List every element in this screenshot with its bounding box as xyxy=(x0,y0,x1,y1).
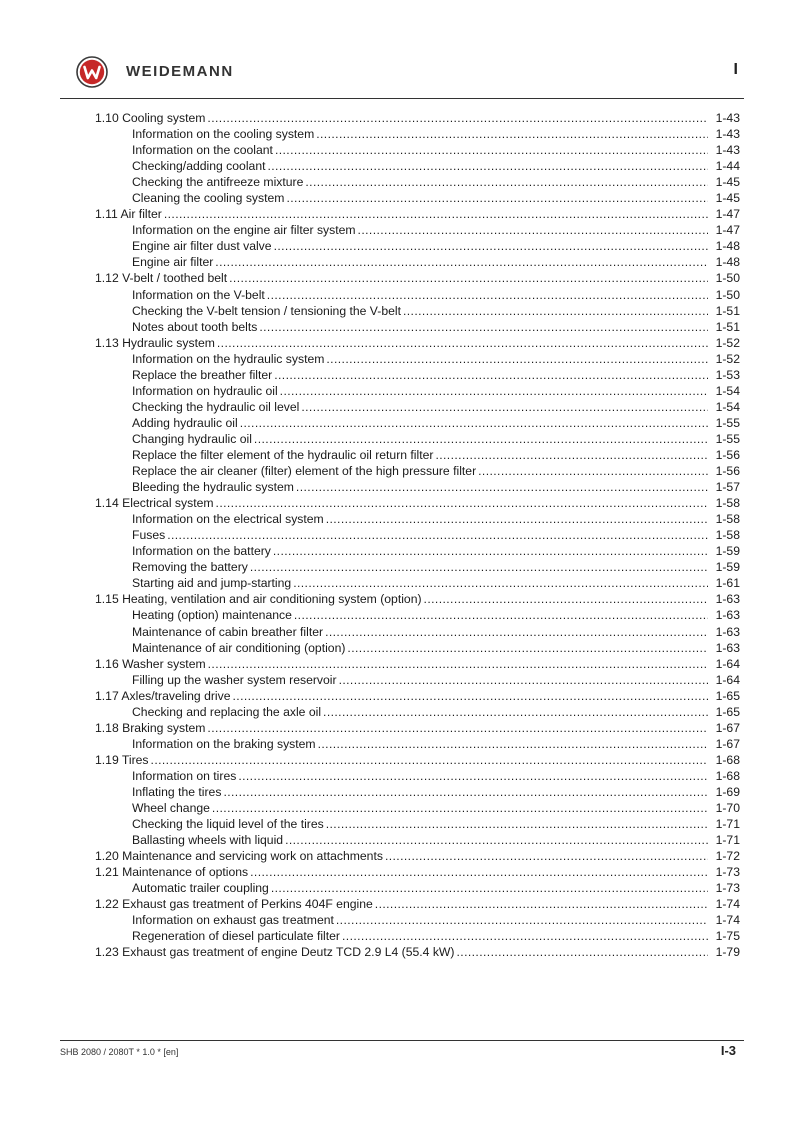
toc-entry-page: 1-50 xyxy=(715,271,740,286)
document-id: SHB 2080 / 2080T * 1.0 * [en] xyxy=(60,1047,179,1057)
toc-entry-title: Replace the air cleaner (filter) element of the high pressure filter xyxy=(132,464,477,479)
toc-entry-page: 1-64 xyxy=(715,656,740,671)
toc-entry-page: 1-63 xyxy=(715,624,740,639)
toc-entry-title: 1.21 Maintenance of options xyxy=(95,865,249,880)
toc-dot-leader xyxy=(216,495,708,511)
table-of-contents xyxy=(95,110,740,960)
toc-subsection-entry[interactable] xyxy=(95,351,740,367)
toc-entry-title: Information on the V-belt xyxy=(132,287,265,302)
toc-dot-leader xyxy=(207,720,708,736)
chapter-number: I xyxy=(733,61,738,78)
toc-subsection-entry[interactable] xyxy=(95,222,740,238)
toc-subsection-entry[interactable] xyxy=(95,704,740,720)
toc-subsection-entry[interactable] xyxy=(95,142,740,158)
toc-entry-title: Information on the coolant xyxy=(132,143,273,158)
toc-dot-leader xyxy=(167,527,708,543)
toc-subsection-entry[interactable] xyxy=(95,303,740,319)
toc-entry-page: 1-63 xyxy=(715,608,740,623)
toc-subsection-entry[interactable] xyxy=(95,190,740,206)
toc-entry-title: Checking the liquid level of the tires xyxy=(132,817,324,832)
toc-entry-page: 1-72 xyxy=(715,849,740,864)
toc-section-entry[interactable] xyxy=(95,656,740,672)
toc-subsection-entry[interactable] xyxy=(95,174,740,190)
toc-section-entry[interactable] xyxy=(95,896,740,912)
toc-dot-leader xyxy=(254,431,708,447)
toc-section-entry[interactable] xyxy=(95,688,740,704)
toc-entry-title: Inflating the tires xyxy=(132,784,222,799)
toc-section-entry[interactable] xyxy=(95,270,740,286)
toc-entry-page: 1-71 xyxy=(715,833,740,848)
toc-dot-leader xyxy=(275,142,708,158)
toc-dot-leader xyxy=(267,158,708,174)
toc-subsection-entry[interactable] xyxy=(95,880,740,896)
toc-dot-leader xyxy=(301,399,708,415)
toc-subsection-entry[interactable] xyxy=(95,254,740,270)
toc-entry-title: Fuses xyxy=(132,528,166,543)
toc-entry-page: 1-43 xyxy=(715,111,740,125)
toc-entry-title: 1.23 Exhaust gas treatment of engine Deutz TCD 2.9 L4 (55.4 kW) xyxy=(95,945,455,960)
toc-subsection-entry[interactable] xyxy=(95,816,740,832)
toc-dot-leader xyxy=(326,816,708,832)
toc-subsection-entry[interactable] xyxy=(95,768,740,784)
toc-entry-page: 1-59 xyxy=(715,544,740,559)
toc-dot-leader xyxy=(424,591,708,607)
toc-dot-leader xyxy=(217,335,708,351)
toc-dot-leader xyxy=(323,704,708,720)
toc-entry-title: 1.17 Axles/traveling drive xyxy=(95,688,231,703)
toc-entry-page: 1-52 xyxy=(715,351,740,366)
toc-dot-leader xyxy=(274,238,708,254)
toc-dot-leader xyxy=(285,832,708,848)
toc-entry-title: Engine air filter dust valve xyxy=(132,239,272,254)
toc-dot-leader xyxy=(435,447,708,463)
toc-entry-title: Information on the braking system xyxy=(132,736,316,751)
toc-entry-page: 1-73 xyxy=(715,865,740,880)
toc-entry-page: 1-79 xyxy=(715,945,740,960)
toc-entry-title: Information on the battery xyxy=(132,544,271,559)
toc-entry-page: 1-73 xyxy=(715,881,740,896)
toc-entry-page: 1-65 xyxy=(715,688,740,703)
toc-dot-leader xyxy=(325,624,708,640)
toc-dot-leader xyxy=(336,912,708,928)
toc-entry-title: Engine air filter xyxy=(132,255,214,270)
toc-subsection-entry[interactable] xyxy=(95,640,740,656)
toc-entry-title: Information on tires xyxy=(132,768,237,783)
toc-dot-leader xyxy=(358,222,708,238)
toc-entry-title: 1.16 Washer system xyxy=(95,656,206,671)
toc-entry-page: 1-71 xyxy=(715,817,740,832)
toc-section-entry[interactable] xyxy=(95,591,740,607)
toc-entry-page: 1-68 xyxy=(715,752,740,767)
toc-entry-page: 1-53 xyxy=(715,367,740,382)
toc-entry-page: 1-56 xyxy=(715,464,740,479)
toc-entry-title: 1.13 Hydraulic system xyxy=(95,335,215,350)
toc-section-entry[interactable] xyxy=(95,944,740,960)
toc-entry-title: Information on hydraulic oil xyxy=(132,383,278,398)
toc-dot-leader xyxy=(208,656,708,672)
toc-dot-leader xyxy=(229,270,708,286)
toc-subsection-entry[interactable] xyxy=(95,736,740,752)
toc-entry-page: 1-61 xyxy=(715,576,740,591)
toc-dot-leader xyxy=(207,110,708,126)
toc-entry-title: Information on the engine air filter system xyxy=(132,223,356,238)
toc-entry-title: Information on the hydraulic system xyxy=(132,351,325,366)
page-header xyxy=(60,54,744,94)
toc-entry-title: Information on the electrical system xyxy=(132,512,324,527)
toc-section-entry[interactable] xyxy=(95,335,740,351)
toc-entry-page: 1-48 xyxy=(715,239,740,254)
toc-dot-leader xyxy=(342,928,708,944)
toc-entry-title: 1.20 Maintenance and servicing work on attachments xyxy=(95,849,383,864)
toc-entry-page: 1-50 xyxy=(715,287,740,302)
toc-entry-page: 1-52 xyxy=(715,335,740,350)
toc-subsection-entry[interactable] xyxy=(95,912,740,928)
toc-entry-title: Starting aid and jump-starting xyxy=(132,576,292,591)
toc-dot-leader xyxy=(280,383,708,399)
toc-entry-page: 1-48 xyxy=(715,255,740,270)
toc-subsection-entry[interactable] xyxy=(95,383,740,399)
toc-subsection-entry[interactable] xyxy=(95,447,740,463)
toc-entry-title: Automatic trailer coupling xyxy=(132,881,269,896)
toc-entry-page: 1-65 xyxy=(715,704,740,719)
toc-entry-title: Removing the battery xyxy=(132,560,248,575)
toc-subsection-entry[interactable] xyxy=(95,575,740,591)
toc-entry-title: Information on the cooling system xyxy=(132,127,315,142)
toc-subsection-entry[interactable] xyxy=(95,126,740,142)
toc-entry-title: Information on exhaust gas treatment xyxy=(132,913,334,928)
toc-entry-page: 1-45 xyxy=(715,175,740,190)
toc-subsection-entry[interactable] xyxy=(95,784,740,800)
toc-dot-leader xyxy=(293,575,708,591)
toc-entry-title: 1.11 Air filter xyxy=(95,207,162,222)
brand-name: WEIDEMANN xyxy=(126,63,234,80)
toc-entry-page: 1-43 xyxy=(715,127,740,142)
toc-entry-page: 1-68 xyxy=(715,768,740,783)
toc-subsection-entry[interactable] xyxy=(95,463,740,479)
toc-dot-leader xyxy=(305,174,708,190)
toc-entry-page: 1-63 xyxy=(715,592,740,607)
weidemann-w-logo-icon xyxy=(76,56,108,88)
toc-entry-title: Wheel change xyxy=(132,801,210,816)
toc-entry-page: 1-74 xyxy=(715,897,740,912)
header-rule xyxy=(60,98,744,99)
toc-dot-leader xyxy=(286,190,708,206)
toc-dot-leader xyxy=(273,543,708,559)
toc-dot-leader xyxy=(164,206,708,222)
toc-entry-title: 1.22 Exhaust gas treatment of Perkins 404F engine xyxy=(95,897,373,912)
toc-entry-title: Replace the filter element of the hydraulic oil return filter xyxy=(132,447,434,462)
toc-subsection-entry[interactable] xyxy=(95,479,740,495)
toc-dot-leader xyxy=(294,607,708,623)
toc-entry-title: Filling up the washer system reservoir xyxy=(132,672,337,687)
toc-section-entry[interactable] xyxy=(95,110,740,126)
toc-dot-leader xyxy=(212,800,708,816)
toc-section-entry[interactable] xyxy=(95,864,740,880)
toc-entry-title: Cleaning the cooling system xyxy=(132,191,285,206)
toc-entry-title: 1.10 Cooling system xyxy=(95,111,206,125)
toc-entry-page: 1-75 xyxy=(715,929,740,944)
toc-entry-title: Checking the antifreeze mixture xyxy=(132,175,304,190)
toc-subsection-entry[interactable] xyxy=(95,158,740,174)
toc-dot-leader xyxy=(223,784,708,800)
toc-entry-page: 1-45 xyxy=(715,191,740,206)
toc-entry-page: 1-74 xyxy=(715,913,740,928)
toc-entry-title: Maintenance of cabin breather filter xyxy=(132,624,324,639)
toc-entry-title: 1.15 Heating, ventilation and air conditioning system (option) xyxy=(95,592,422,607)
toc-dot-leader xyxy=(296,479,708,495)
toc-subsection-entry[interactable] xyxy=(95,607,740,623)
toc-entry-title: Notes about tooth belts xyxy=(132,319,258,334)
toc-dot-leader xyxy=(385,848,708,864)
toc-entry-title: Replace the breather filter xyxy=(132,367,273,382)
toc-subsection-entry[interactable] xyxy=(95,527,740,543)
toc-entry-page: 1-56 xyxy=(715,447,740,462)
toc-subsection-entry[interactable] xyxy=(95,832,740,848)
page-number: I-3 xyxy=(720,1043,736,1058)
toc-entry-page: 1-58 xyxy=(715,512,740,527)
toc-entry-title: 1.19 Tires xyxy=(95,752,149,767)
toc-entry-page: 1-59 xyxy=(715,560,740,575)
toc-entry-title: 1.14 Electrical system xyxy=(95,496,214,511)
toc-subsection-entry[interactable] xyxy=(95,511,740,527)
toc-section-entry[interactable] xyxy=(95,206,740,222)
toc-entry-page: 1-58 xyxy=(715,528,740,543)
toc-subsection-entry[interactable] xyxy=(95,367,740,383)
toc-subsection-entry[interactable] xyxy=(95,319,740,335)
toc-entry-title: Bleeding the hydraulic system xyxy=(132,480,294,495)
toc-entry-title: Adding hydraulic oil xyxy=(132,415,238,430)
toc-subsection-entry[interactable] xyxy=(95,238,740,254)
toc-dot-leader xyxy=(274,367,708,383)
toc-dot-leader xyxy=(478,463,708,479)
toc-entry-page: 1-47 xyxy=(715,207,740,222)
toc-dot-leader xyxy=(318,736,708,752)
toc-dot-leader xyxy=(267,287,708,303)
toc-entry-page: 1-51 xyxy=(715,303,740,318)
toc-dot-leader xyxy=(259,319,708,335)
toc-entry-title: Ballasting wheels with liquid xyxy=(132,833,284,848)
toc-dot-leader xyxy=(271,880,708,896)
toc-subsection-entry[interactable] xyxy=(95,672,740,688)
toc-entry-page: 1-67 xyxy=(715,720,740,735)
toc-entry-page: 1-55 xyxy=(715,431,740,446)
toc-dot-leader xyxy=(250,559,708,575)
toc-entry-title: Maintenance of air conditioning (option) xyxy=(132,640,346,655)
toc-entry-title: 1.12 V-belt / toothed belt xyxy=(95,271,228,286)
toc-subsection-entry[interactable] xyxy=(95,543,740,559)
toc-dot-leader xyxy=(215,254,708,270)
toc-dot-leader xyxy=(403,303,708,319)
toc-dot-leader xyxy=(238,768,708,784)
toc-entry-page: 1-51 xyxy=(715,319,740,334)
toc-section-entry[interactable] xyxy=(95,720,740,736)
toc-dot-leader xyxy=(339,672,708,688)
toc-entry-page: 1-70 xyxy=(715,801,740,816)
toc-subsection-entry[interactable] xyxy=(95,399,740,415)
toc-entry-page: 1-54 xyxy=(715,399,740,414)
toc-dot-leader xyxy=(151,752,708,768)
toc-entry-title: Regeneration of diesel particulate filter xyxy=(132,929,340,944)
toc-dot-leader xyxy=(240,415,708,431)
toc-dot-leader xyxy=(316,126,708,142)
toc-entry-title: Checking/adding coolant xyxy=(132,159,266,174)
footer-rule xyxy=(60,1040,744,1041)
toc-entry-page: 1-54 xyxy=(715,383,740,398)
toc-entry-page: 1-63 xyxy=(715,640,740,655)
toc-section-entry[interactable] xyxy=(95,752,740,768)
toc-entry-title: Changing hydraulic oil xyxy=(132,431,252,446)
toc-section-entry[interactable] xyxy=(95,495,740,511)
toc-dot-leader xyxy=(457,944,709,960)
toc-subsection-entry[interactable] xyxy=(95,287,740,303)
toc-entry-page: 1-44 xyxy=(715,159,740,174)
toc-subsection-entry[interactable] xyxy=(95,559,740,575)
toc-entry-title: 1.18 Braking system xyxy=(95,720,206,735)
toc-subsection-entry[interactable] xyxy=(95,800,740,816)
toc-entry-title: Checking the hydraulic oil level xyxy=(132,399,300,414)
toc-entry-page: 1-64 xyxy=(715,672,740,687)
toc-subsection-entry[interactable] xyxy=(95,624,740,640)
toc-entry-page: 1-58 xyxy=(715,496,740,511)
toc-subsection-entry[interactable] xyxy=(95,415,740,431)
toc-entry-title: Checking and replacing the axle oil xyxy=(132,704,322,719)
toc-dot-leader xyxy=(250,864,708,880)
toc-entry-page: 1-55 xyxy=(715,415,740,430)
toc-subsection-entry[interactable] xyxy=(95,928,740,944)
toc-section-entry[interactable] xyxy=(95,848,740,864)
toc-dot-leader xyxy=(375,896,708,912)
toc-entry-page: 1-43 xyxy=(715,143,740,158)
toc-subsection-entry[interactable] xyxy=(95,431,740,447)
toc-dot-leader xyxy=(233,688,709,704)
toc-dot-leader xyxy=(326,511,708,527)
toc-entry-page: 1-47 xyxy=(715,223,740,238)
toc-entry-page: 1-57 xyxy=(715,480,740,495)
toc-entry-title: Heating (option) maintenance xyxy=(132,608,292,623)
toc-dot-leader xyxy=(347,640,708,656)
toc-entry-title: Checking the V-belt tension / tensioning the V-belt xyxy=(132,303,401,318)
toc-entry-page: 1-67 xyxy=(715,736,740,751)
toc-entry-page: 1-69 xyxy=(715,784,740,799)
toc-dot-leader xyxy=(326,351,708,367)
